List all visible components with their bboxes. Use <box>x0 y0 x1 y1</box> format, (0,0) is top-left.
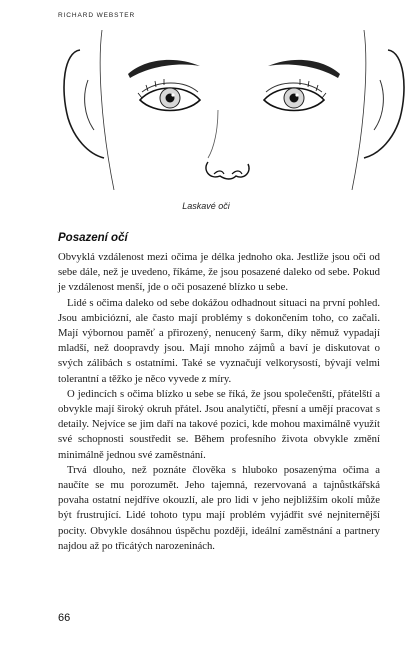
page-number: 66 <box>58 612 71 624</box>
paragraph: Obvyklá vzdálenost mezi očima je délka jednoho oka. Jestliže jsou oči od sebe dále, než je uvedeno, říkáme, že jsou posazené daleko od sebe. Pokud je vzdálenost menší, jde o oči posazené blízko u sebe. <box>58 251 380 294</box>
figure-caption: Laskavé oči <box>182 201 230 211</box>
paragraph: Trvá dlouho, než poznáte člověka s hluboko posazenýma očima a naučíte se mu porozumět. Jeho tajemná, rezervovaná a tajnůstkářská povaha ostatní nejdříve okouzlí, ale pro lidi v jeho nejbližším okolí může být frustrující. Lidé tohoto typu mají problém vyjádřit své nejniternější pocity. Obvykle dosáhnou úspěchu později, ideální zaměstnání a partnery najdou až po třicátých narozeninách. <box>58 463 380 552</box>
left-eyebrow <box>128 60 200 78</box>
nose <box>206 110 249 179</box>
body-text <box>58 250 380 554</box>
paragraph: Lidé s očima daleko od sebe dokážou odhadnout situaci na první pohled. Jsou ambiciózní, ale často mají problémy s dokončením toho, co začali. Mají výbornou paměť a přirozený, nenucený šarm, díky němuž vypadají mladší, než doopravdy jsou. Mají mnoho zájmů a baví je diskutovat o svých zálibách s ostatními. Také se vyznačují velkorysostí, bývají velmi tolerantní a těžko je něco vyvede z míry. <box>58 296 380 385</box>
running-header: RICHARD WEBSTER <box>58 12 136 19</box>
right-ear <box>364 50 404 158</box>
right-eyebrow <box>268 60 340 78</box>
right-eye <box>264 79 326 111</box>
left-ear <box>64 50 104 158</box>
left-eye <box>138 79 200 111</box>
section-heading: Posazení očí <box>58 232 128 244</box>
paragraph: O jedincích s očima blízko u sebe se říká, že jsou společenští, přátelští a obvykle mají široký okruh přátel. Jsou analytičtí, přesní a umějí pracovat s detaily. Nejvíce se jim daří na takové pozici, kde mohou maximálně využít své schopnosti soustředit se. Během profesního života obvykle změní minimálně jednou své zaměstnání. <box>58 387 380 461</box>
face-illustration <box>58 30 408 190</box>
